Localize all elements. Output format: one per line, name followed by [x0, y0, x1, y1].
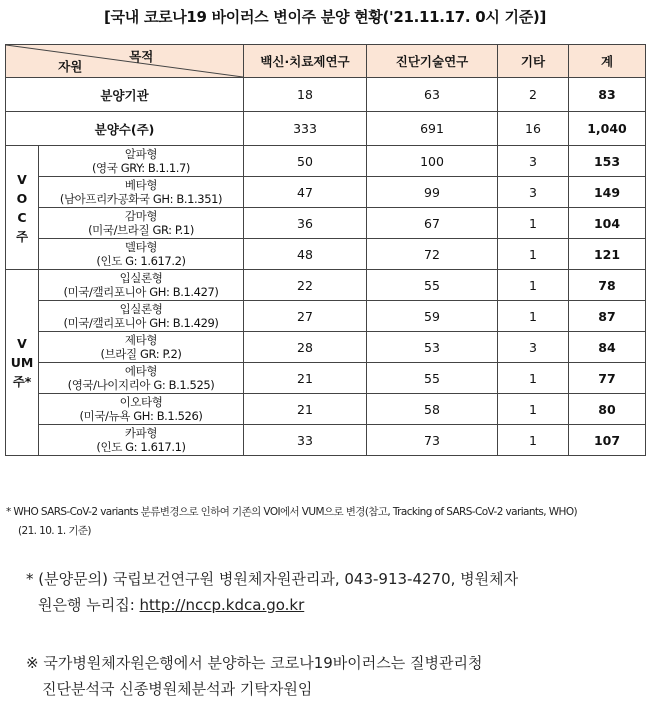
variant-name: 입실론형: [119, 302, 163, 316]
corner-header-cell: [6, 45, 244, 78]
group-label: [6, 146, 39, 270]
variant-lineage: (브라질 GR: P.2): [100, 347, 182, 361]
inquiry-prefix: 원은행 누리집:: [38, 596, 140, 614]
table-cell: 55: [367, 363, 498, 394]
table-cell: 3: [498, 146, 569, 177]
table-cell: 22: [244, 270, 367, 301]
table-cell: 1: [498, 394, 569, 425]
table-cell: 55: [367, 270, 498, 301]
column-header: 진단기술연구: [367, 45, 498, 78]
note-line: ※ 국가병원체자원은행에서 분양하는 코로나19바이러스는 질병관리청: [26, 654, 483, 672]
table-cell: 73: [367, 425, 498, 456]
footnote-line: * WHO SARS-CoV-2 variants 분류변경으로 인하여 기존의 VOI에서 VUM으로 변경(참고, Tracking of SARS-CoV-2 variants, WHO): [6, 506, 577, 518]
variant-row: [6, 208, 646, 239]
table-cell: 1: [498, 270, 569, 301]
variant-row: [6, 146, 646, 177]
source-note: [26, 650, 646, 702]
variant-name-cell: [39, 363, 244, 394]
variant-lineage: (남아프리카공화국 GH: B.1.351): [59, 192, 223, 206]
variant-name-cell: [39, 332, 244, 363]
variant-row: [6, 425, 646, 456]
inquiry-line: [26, 592, 636, 618]
table-cell: 33: [244, 425, 367, 456]
summary-label: 분양수(주): [6, 112, 244, 146]
table-cell: 3: [498, 177, 569, 208]
table-cell: 3: [498, 332, 569, 363]
variant-row: [6, 394, 646, 425]
table-cell: 1: [498, 208, 569, 239]
variant-name: 감마형: [124, 209, 158, 223]
distribution-table: [5, 44, 646, 456]
summary-row: [6, 112, 646, 146]
variant-lineage: (영국 GRY: B.1.1.7): [91, 161, 191, 175]
group-label-line: 주*: [12, 374, 32, 389]
group-label-line: 주: [15, 228, 29, 244]
column-header: 백신·치료제연구: [244, 45, 367, 78]
variant-name-cell: [39, 394, 244, 425]
variant-lineage: (인도 G: 1.617.1): [96, 440, 186, 454]
variant-name: 알파형: [124, 147, 158, 161]
group-label-line: V: [17, 171, 27, 187]
group-label: [6, 270, 39, 456]
table-cell: 59: [367, 301, 498, 332]
table-cell: 21: [244, 363, 367, 394]
variant-row: [6, 239, 646, 270]
table-cell: 100: [367, 146, 498, 177]
variant-name-cell: [39, 301, 244, 332]
table-cell: 18: [244, 78, 367, 112]
variant-row: [6, 363, 646, 394]
table-cell: 50: [244, 146, 367, 177]
variant-name-cell: [39, 208, 244, 239]
diagonal-divider: [6, 45, 243, 77]
table-cell: 28: [244, 332, 367, 363]
variant-name-cell: [39, 425, 244, 456]
table-cell: 47: [244, 177, 367, 208]
table-cell: 333: [244, 112, 367, 146]
total-cell: 104: [569, 208, 646, 239]
variant-lineage: (인도 G: 1.617.2): [96, 254, 186, 268]
page-title: [국내 코로나19 바이러스 변이주 분양 현황('21.11.17. 0시 기준)]: [103, 8, 546, 26]
total-cell: 80: [569, 394, 646, 425]
inquiry-line: * (분양문의) 국립보건연구원 병원체자원관리과, 043-913-4270, 병원체자: [26, 570, 519, 588]
summary-label: 분양기관: [6, 78, 244, 112]
total-cell: 87: [569, 301, 646, 332]
variant-lineage: (미국/뉴욕 GH: B.1.526): [79, 409, 203, 423]
group-label-line: C: [17, 209, 27, 225]
table-cell: 1: [498, 425, 569, 456]
variant-row: [6, 301, 646, 332]
table-cell: 691: [367, 112, 498, 146]
table-cell: 48: [244, 239, 367, 270]
table-cell: 21: [244, 394, 367, 425]
variant-name: 카파형: [124, 426, 158, 440]
variant-lineage: (미국/브라질 GR: P.1): [88, 223, 194, 237]
table-cell: 2: [498, 78, 569, 112]
variant-name-cell: [39, 146, 244, 177]
total-cell: 149: [569, 177, 646, 208]
table-cell: 99: [367, 177, 498, 208]
table-cell: 72: [367, 239, 498, 270]
variant-lineage: (미국/캘리포니아 GH: B.1.429): [63, 316, 219, 330]
variant-name-cell: [39, 177, 244, 208]
variant-row: [6, 332, 646, 363]
total-cell: 121: [569, 239, 646, 270]
variant-lineage: (미국/캘리포니아 GH: B.1.427): [63, 285, 219, 299]
column-header: 기타: [498, 45, 569, 78]
variant-name: 입실론형: [119, 271, 163, 285]
variant-name: 제타형: [124, 333, 158, 347]
table-cell: 53: [367, 332, 498, 363]
group-label-line: UM: [10, 355, 34, 370]
table-cell: 16: [498, 112, 569, 146]
group-label-line: O: [16, 190, 28, 206]
total-cell: 78: [569, 270, 646, 301]
table-cell: 36: [244, 208, 367, 239]
column-header: 계: [569, 45, 646, 78]
variant-name: 에타형: [124, 364, 158, 378]
variant-name: 베타형: [124, 178, 158, 192]
table-cell: 1: [498, 363, 569, 394]
table-cell: 63: [367, 78, 498, 112]
corner-resource-label: 자원: [58, 59, 83, 74]
variant-name: 델타형: [124, 240, 158, 254]
nccp-link[interactable]: http://nccp.kdca.go.kr: [139, 596, 305, 614]
table-cell: 58: [367, 394, 498, 425]
total-cell: 83: [569, 78, 646, 112]
footnote-line: (21. 10. 1. 기준): [18, 525, 91, 537]
total-cell: 107: [569, 425, 646, 456]
variant-name-cell: [39, 239, 244, 270]
group-label-line: V: [17, 336, 27, 351]
total-cell: 84: [569, 332, 646, 363]
footnote: [6, 503, 646, 541]
variant-name-cell: [39, 270, 244, 301]
table-cell: 1: [498, 301, 569, 332]
summary-row: [6, 78, 646, 112]
variant-name: 이오타형: [119, 395, 163, 409]
total-cell: 1,040: [569, 112, 646, 146]
variant-row: [6, 270, 646, 301]
table-cell: 27: [244, 301, 367, 332]
corner-purpose-label: 목적: [129, 49, 154, 64]
note-line: 진단분석국 신종병원체분석과 기탁자원임: [42, 680, 313, 698]
total-cell: 153: [569, 146, 646, 177]
table-header-row: [6, 45, 646, 78]
total-cell: 77: [569, 363, 646, 394]
table-cell: 67: [367, 208, 498, 239]
table-cell: 1: [498, 239, 569, 270]
variant-lineage: (영국/나이지리아 G: B.1.525): [67, 378, 215, 392]
variant-row: [6, 177, 646, 208]
inquiry-text: [26, 566, 636, 618]
